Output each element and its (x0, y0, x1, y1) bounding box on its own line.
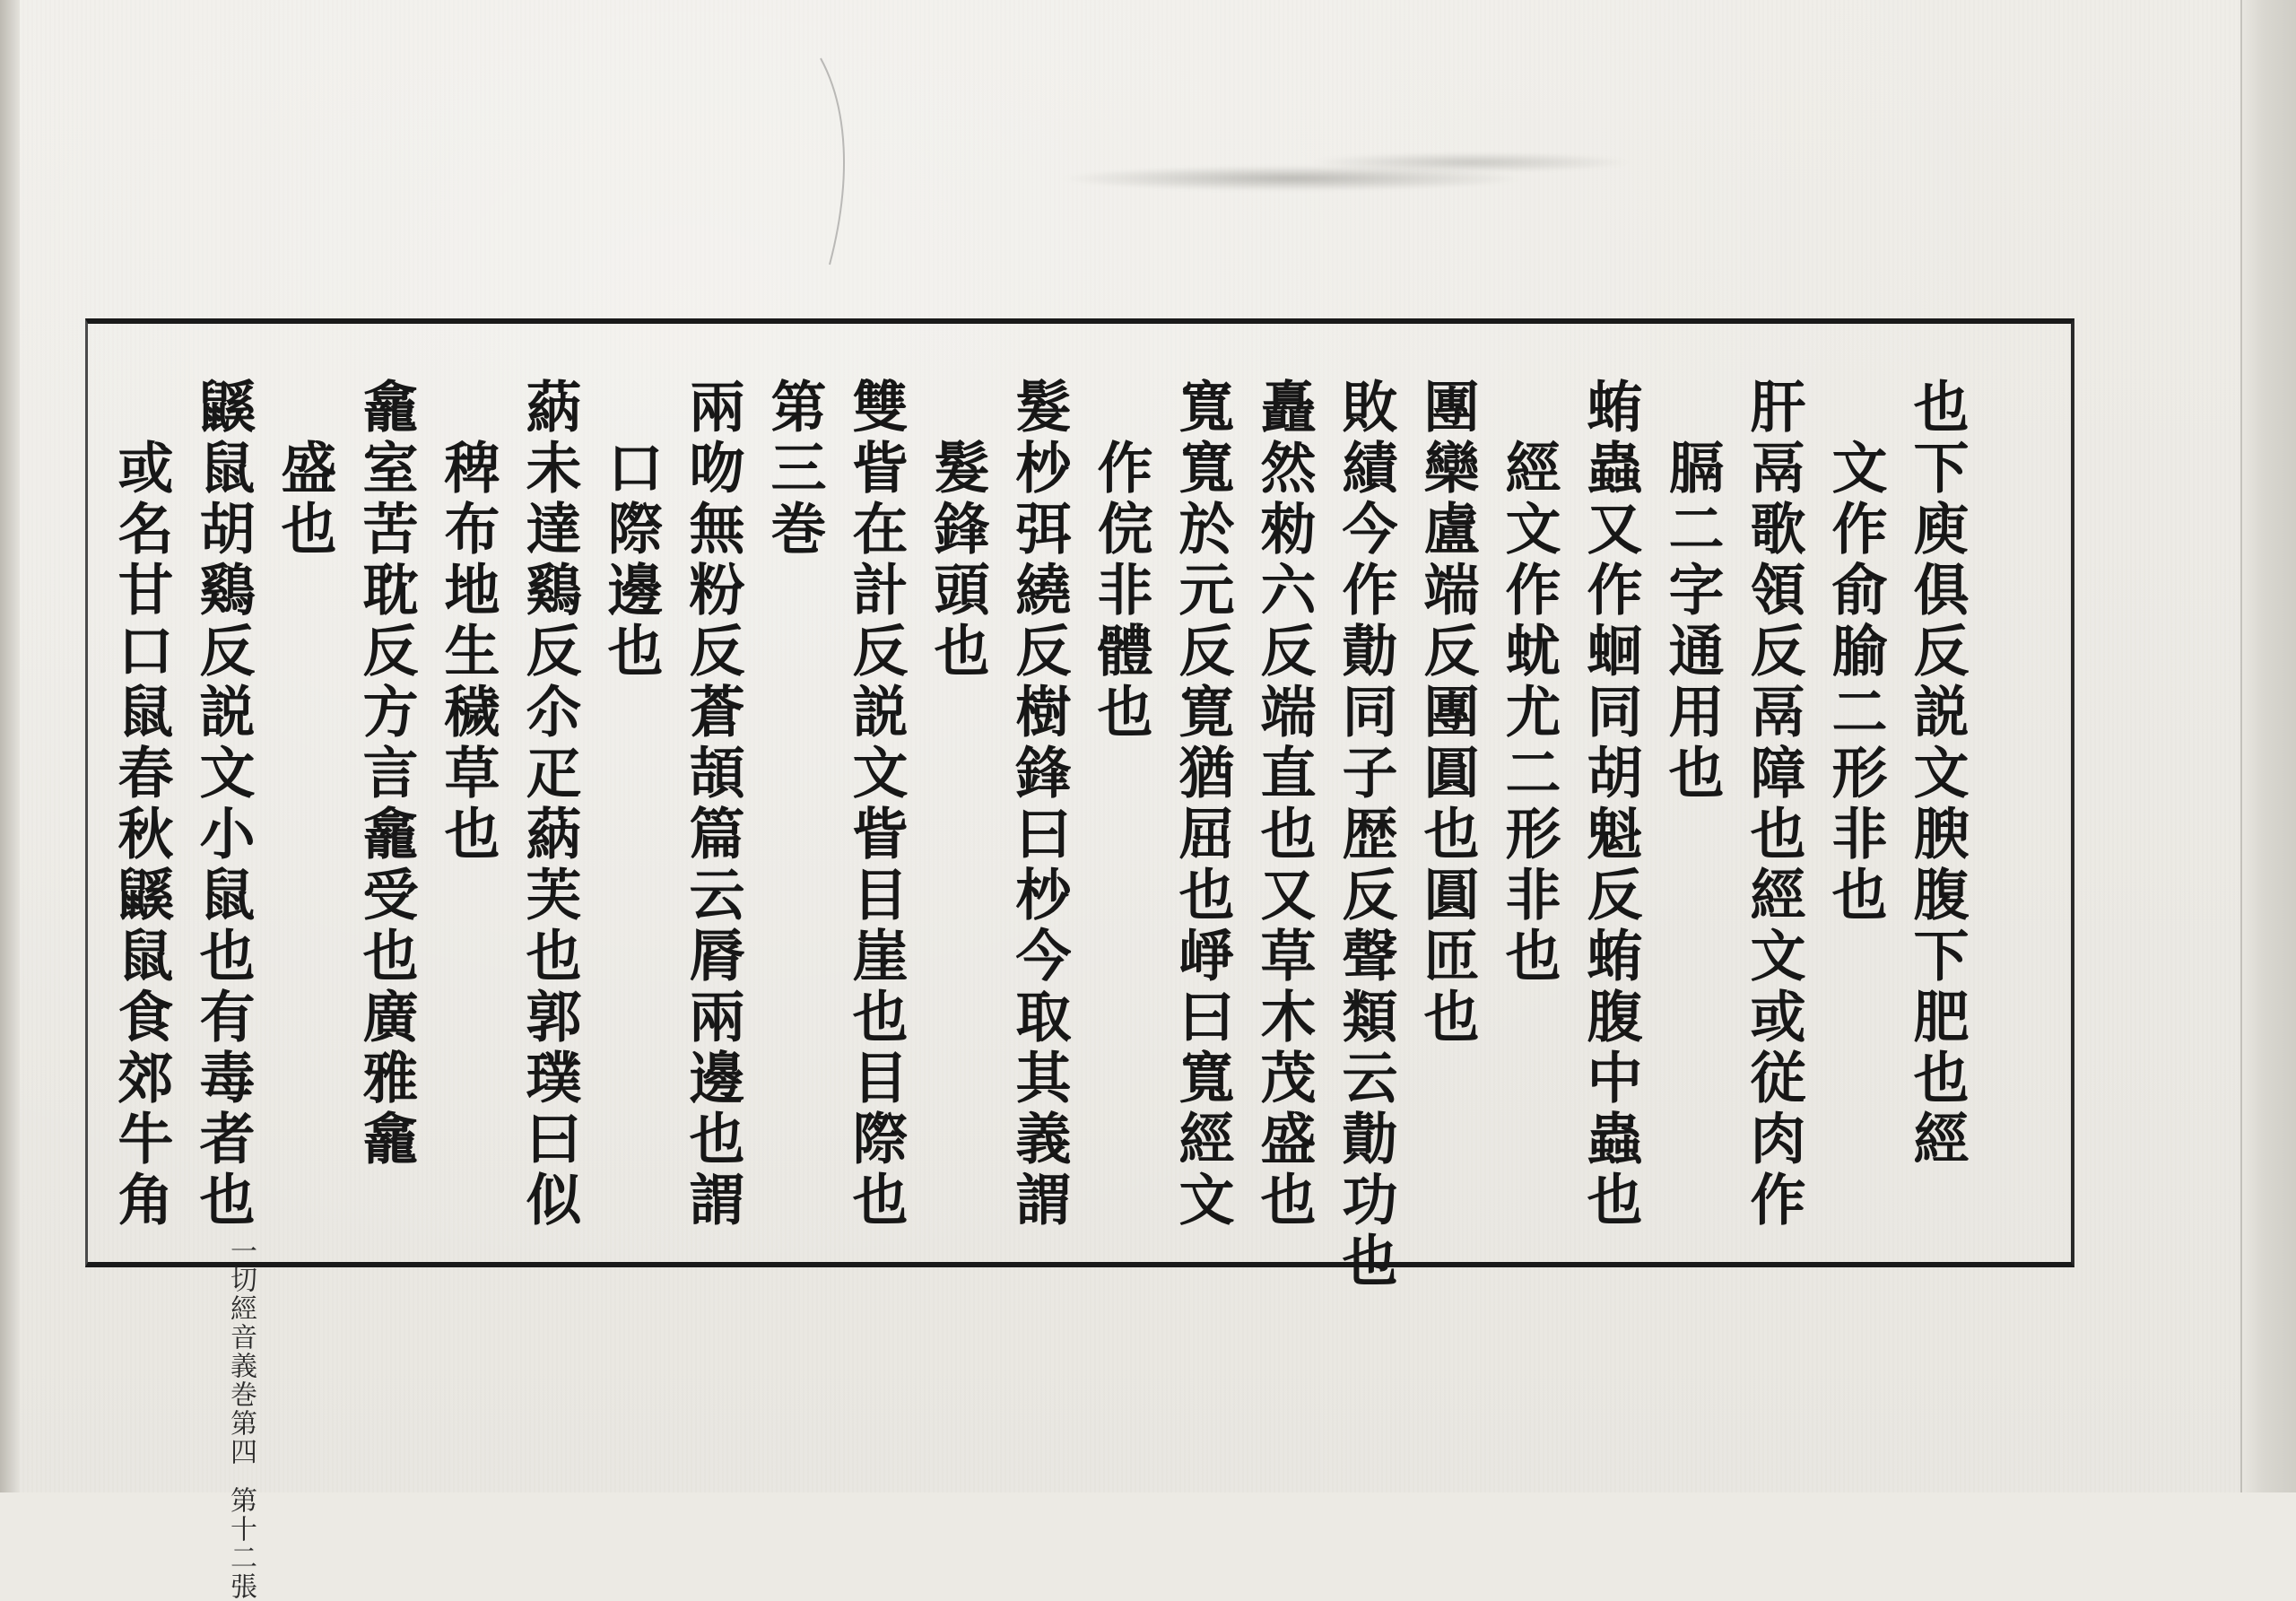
margin-book-title: 一切經音義巻第四 (225, 1237, 257, 1466)
text-column: 髮杪弭繞反樹鋒曰杪今取其義謂 (1006, 378, 1072, 1231)
chapter-heading: 第三巻 (761, 378, 827, 561)
ink-smudge-secondary (1309, 152, 1632, 172)
margin-folio-number: 第十二張 (225, 1486, 257, 1601)
text-column: 兩吻無粉反蒼頡篇云脣兩邊也謂 (680, 378, 745, 1231)
text-column: 經文作蚘尤二形非也 (1496, 439, 1561, 988)
text-block-frame (85, 318, 2074, 1601)
text-column: 髮鋒頭也 (925, 439, 990, 683)
text-column: 也下庾俱反説文腴腹下肥也經 (1904, 378, 1970, 1170)
text-column: 雙眥在計反説文眥目崖也目際也 (843, 378, 909, 1231)
text-column: 龕室苦耽反方言龕受也廣雅龕 (353, 378, 419, 1170)
text-column: 稗布地生穢草也 (435, 439, 500, 866)
text-column: 蛕蟲又作蛔同胡魁反蛕腹中蟲也 (1578, 378, 1643, 1231)
text-column: 文作俞腧二形非也 (1822, 439, 1888, 927)
text-column: 肝鬲歌領反鬲障也經文或従肉作 (1741, 378, 1806, 1231)
text-column: 口際邊也 (598, 439, 664, 683)
text-column: 敗績今作勣同子歴反聲類云勣功也 (1333, 378, 1398, 1292)
text-column: 寬寬於元反寛猶屈也崢曰寬經文 (1170, 378, 1235, 1231)
text-column: 矗然勑六反端直也又草木茂盛也 (1251, 378, 1317, 1231)
text-column: 膈二字通用也 (1659, 439, 1725, 805)
page-left-edge (0, 0, 20, 1492)
text-column: 團欒盧端反團圓也圓匝也 (1414, 378, 1480, 1048)
text-column: 或名甘口鼠春秋鼷鼠食郊牛角 (109, 439, 174, 1231)
fold-line (2240, 0, 2242, 1492)
page-right-edge (2242, 0, 2296, 1492)
text-column: 鼷鼠胡鷄反説文小鼠也有毒者也 (190, 378, 256, 1231)
paper-crease-mark (812, 54, 865, 269)
text-column: 蒳未達鷄反尒疋蒳芙也郭璞曰似 (517, 378, 582, 1231)
text-column: 盛也 (272, 439, 337, 561)
text-column: 作俒非體也 (1088, 439, 1153, 744)
